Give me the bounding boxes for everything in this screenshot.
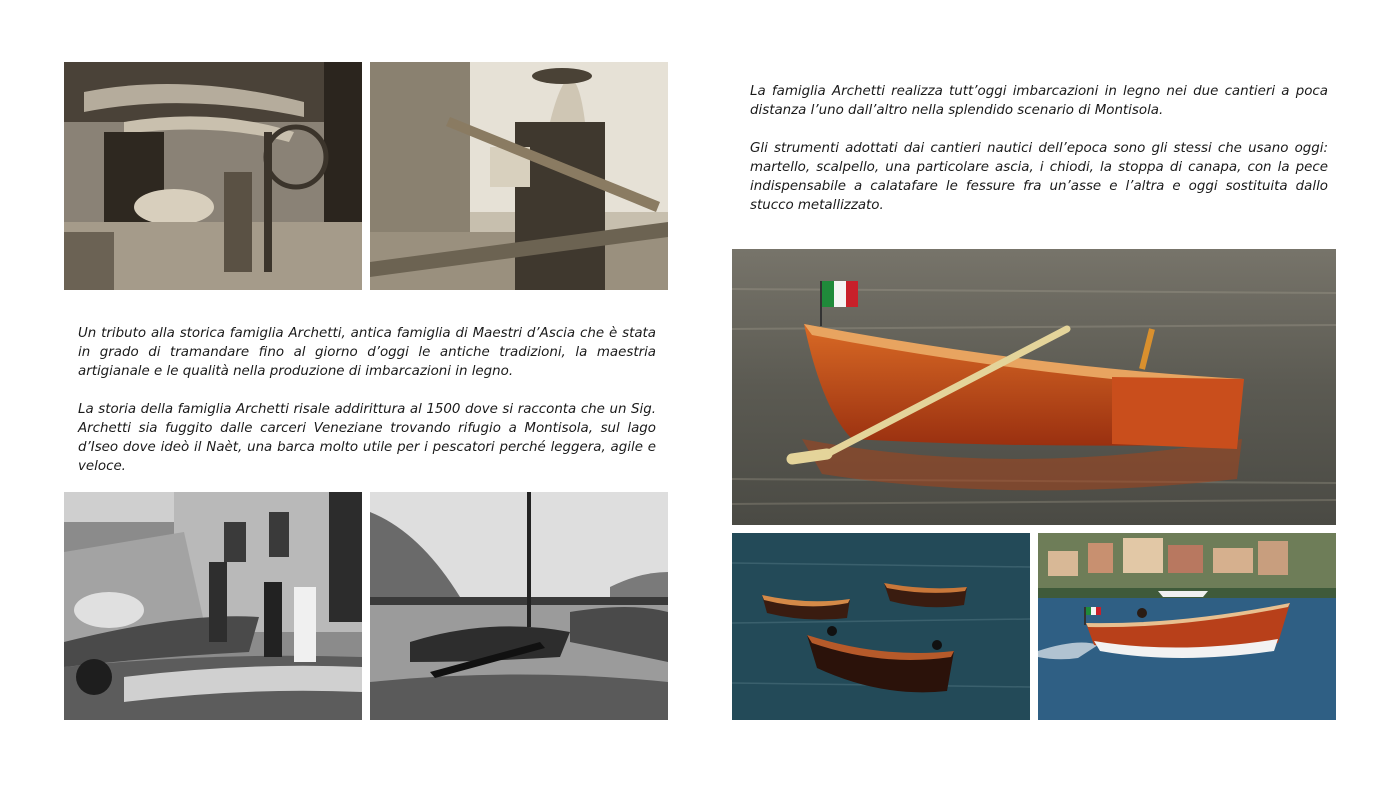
right-paragraph-shipyards: La famiglia Archetti realizza tutt’oggi imbarcazioni in legno nei due cantieri a poca distanza l’uno dall’altro nella splendido scenario di Montisola.: [750, 84, 1328, 118]
photo-wooden-rowboat-color: [732, 249, 1336, 525]
left-paragraph-tribute: Un tributo alla storica famiglia Archetti, antica famiglia di Maestri d’Ascia che è stata in grado di tramandare fino al giorno d’oggi le antiche tradizioni, la maestria artigianale e le qualità nella produzione di imbarcazioni in legno.: [78, 326, 656, 379]
photo-craftsman-oar-sepia: [370, 62, 668, 290]
photo-motorboat-village: [1038, 533, 1336, 720]
left-paragraph-history: La storia della famiglia Archetti risale addirittura al 1500 dove si racconta che un Sig. Archetti sia fuggito dalle carceri Veneziane trovando rifugio a Montisola, sul lago d’Iseo dove ideò il Naèt, una barca molto utile per i pescatori perché leggera, agile e veloce.: [78, 402, 656, 474]
left-text-block: [78, 324, 656, 495]
photo-lake-sailboat-bw: [370, 492, 668, 720]
right-text-block: [750, 82, 1328, 234]
photo-three-boats-lake: [732, 533, 1030, 720]
photo-village-boats-bw: [64, 492, 362, 720]
photo-workshop-sepia: [64, 62, 362, 290]
right-paragraph-tools: Gli strumenti adottati dai cantieri nautici dell’epoca sono gli stessi che usano oggi: martello, scalpello, una particolare ascia, i chiodi, la stoppa di canapa, con la pece indispensabile a calatafare le fessure fra un’asse e l’altra e oggi sostituita dallo stucco metallizzato.: [750, 141, 1328, 213]
